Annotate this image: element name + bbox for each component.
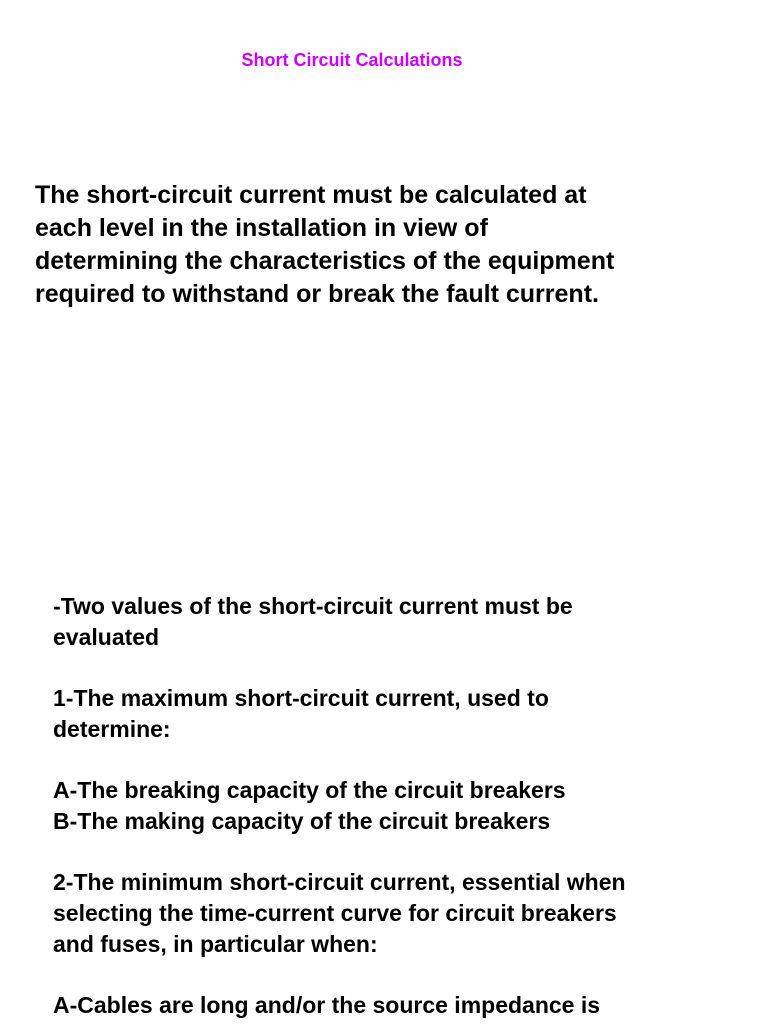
- body-line: and fuses, in particular when:: [53, 931, 378, 957]
- body-line: 2-The minimum short-circuit current, essential when: [53, 869, 626, 895]
- page-title: Short Circuit Calculations: [241, 50, 463, 70]
- body-line: selecting the time-current curve for circuit breakers: [53, 900, 617, 926]
- paragraph-gap: [53, 653, 753, 683]
- paragraph-gap: [53, 960, 753, 990]
- intro-line: each level in the installation in view of: [35, 214, 488, 242]
- body-line: 1-The maximum short-circuit current, used to: [53, 685, 549, 711]
- body-line: B-The making capacity of the circuit breakers: [53, 808, 551, 834]
- body-line: A-The breaking capacity of the circuit breakers: [53, 777, 566, 803]
- body-text: [53, 591, 753, 1021]
- paragraph-gap: [53, 837, 753, 867]
- intro-line: determining the characteristics of the equipment: [35, 247, 615, 275]
- body-line: A-Cables are long and/or the source impedance is: [53, 992, 601, 1018]
- intro-paragraph: [35, 179, 735, 311]
- body-line: evaluated: [53, 624, 160, 650]
- paragraph-gap: [53, 745, 753, 775]
- body-line: -Two values of the short-circuit current must be: [53, 593, 573, 619]
- body-line: determine:: [53, 716, 171, 742]
- intro-line: The short-circuit current must be calculated at: [35, 181, 587, 209]
- intro-line: required to withstand or break the fault current.: [35, 280, 599, 308]
